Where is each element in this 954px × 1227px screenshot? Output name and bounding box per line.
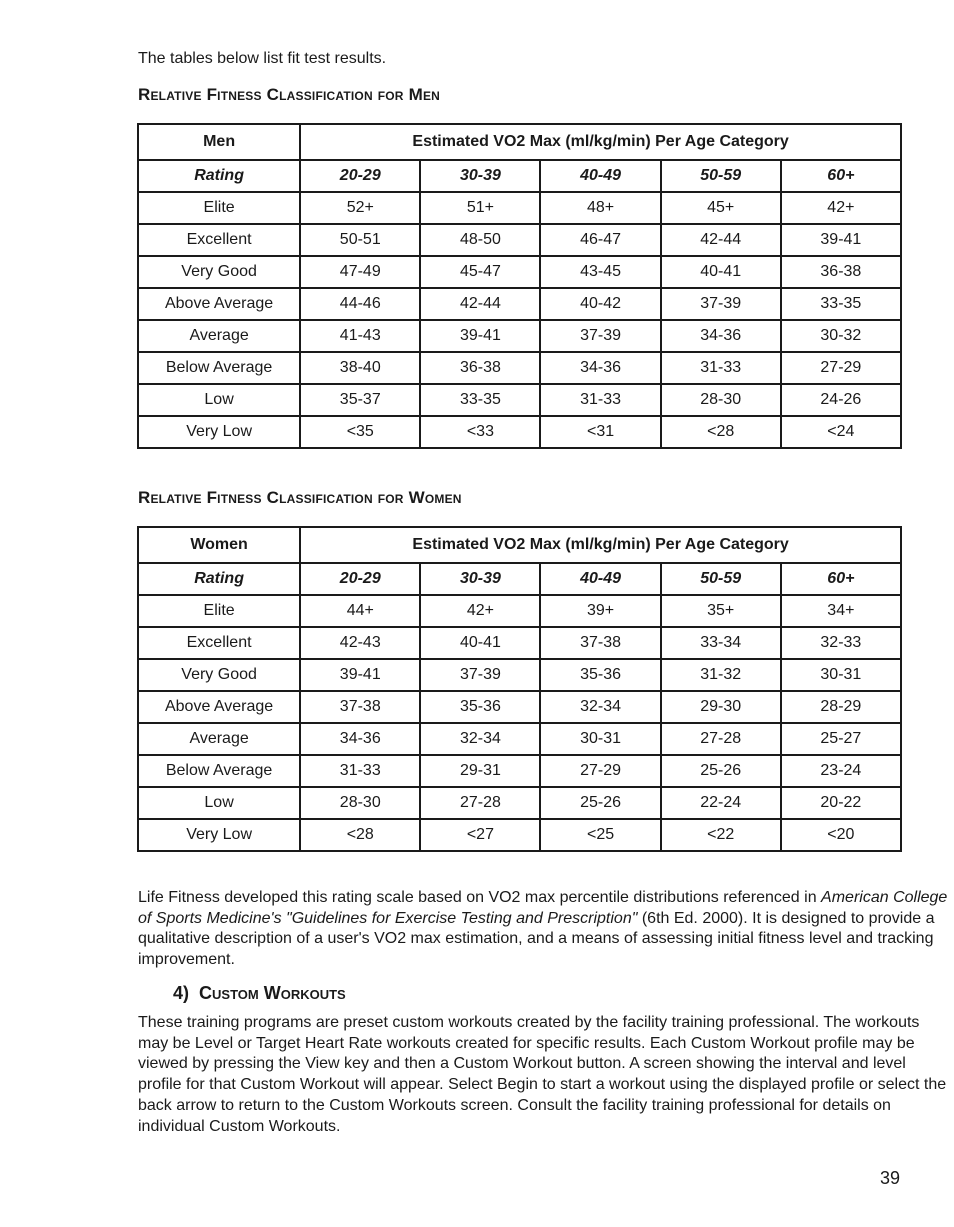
table-row <box>138 384 901 416</box>
value-cell: 30-31 <box>781 659 901 691</box>
women-table-heading: Relative Fitness Classification for Women <box>138 488 462 507</box>
value-cell: 32-34 <box>540 691 660 723</box>
age-header-cell: 50-59 <box>661 160 781 192</box>
section-heading <box>173 983 346 1004</box>
value-cell: 46-47 <box>540 224 660 256</box>
table-row <box>138 256 901 288</box>
value-cell: 22-24 <box>661 787 781 819</box>
value-cell: 34-36 <box>300 723 420 755</box>
value-cell: 25-27 <box>781 723 901 755</box>
group-label-cell: Men <box>138 124 300 160</box>
rating-cell: Low <box>138 787 300 819</box>
table-header-row <box>138 124 901 160</box>
value-cell: 33-35 <box>781 288 901 320</box>
value-cell: 30-32 <box>781 320 901 352</box>
rating-cell: Elite <box>138 192 300 224</box>
value-cell: 52+ <box>300 192 420 224</box>
value-cell: 37-39 <box>420 659 540 691</box>
value-cell: 28-29 <box>781 691 901 723</box>
value-cell: 44+ <box>300 595 420 627</box>
age-header-cell: 30-39 <box>420 563 540 595</box>
value-cell: <24 <box>781 416 901 448</box>
value-cell: 42-44 <box>661 224 781 256</box>
value-cell: 37-39 <box>540 320 660 352</box>
table-row <box>138 755 901 787</box>
value-cell: 30-31 <box>540 723 660 755</box>
table-row <box>138 595 901 627</box>
value-cell: 25-26 <box>540 787 660 819</box>
value-cell: 35+ <box>661 595 781 627</box>
table-row <box>138 320 901 352</box>
age-header-cell: 40-49 <box>540 563 660 595</box>
value-cell: 24-26 <box>781 384 901 416</box>
value-cell: 27-29 <box>540 755 660 787</box>
value-cell: 28-30 <box>661 384 781 416</box>
page-number: 39 <box>880 1168 901 1188</box>
note-after: (6th Ed. 2000). It is designed to provide a qualitative description of a user's VO2 max estimation, and a means of assessing initial fitness level and tracking improvement. <box>138 909 935 969</box>
value-cell: 34-36 <box>661 320 781 352</box>
rating-cell: Excellent <box>138 627 300 659</box>
value-cell: 31-33 <box>300 755 420 787</box>
value-cell: 50-51 <box>300 224 420 256</box>
rating-cell: Low <box>138 384 300 416</box>
rating-cell: Average <box>138 320 300 352</box>
span-header-cell: Estimated VO2 Max (ml/kg/min) Per Age Category <box>300 527 901 563</box>
value-cell: 45+ <box>661 192 781 224</box>
value-cell: 36-38 <box>420 352 540 384</box>
value-cell: 23-24 <box>781 755 901 787</box>
table-row <box>138 627 901 659</box>
age-header-cell: 20-29 <box>300 160 420 192</box>
value-cell: 34+ <box>781 595 901 627</box>
value-cell: 42-44 <box>420 288 540 320</box>
table-row <box>138 192 901 224</box>
table-header-row <box>138 527 901 563</box>
value-cell: 39-41 <box>300 659 420 691</box>
value-cell: 40-42 <box>540 288 660 320</box>
value-cell: 35-36 <box>540 659 660 691</box>
value-cell: 31-33 <box>540 384 660 416</box>
table-row <box>138 352 901 384</box>
table-row <box>138 659 901 691</box>
value-cell: <25 <box>540 819 660 851</box>
rating-cell: Very Good <box>138 659 300 691</box>
value-cell: 48+ <box>540 192 660 224</box>
value-cell: 40-41 <box>420 627 540 659</box>
value-cell: 35-36 <box>420 691 540 723</box>
intro-text: The tables below list fit test results. <box>138 50 387 67</box>
value-cell: 25-26 <box>661 755 781 787</box>
value-cell: 41-43 <box>300 320 420 352</box>
value-cell: 37-38 <box>300 691 420 723</box>
rating-cell: Very Good <box>138 256 300 288</box>
table-row <box>138 723 901 755</box>
note-citation: American College of Sports Medicine's "Guidelines for Exercise Testing and Prescription" <box>138 889 948 927</box>
rating-scale-note <box>138 888 950 971</box>
age-header-cell: 50-59 <box>661 563 781 595</box>
value-cell: 29-31 <box>420 755 540 787</box>
value-cell: 44-46 <box>300 288 420 320</box>
group-label-cell: Women <box>138 527 300 563</box>
women-vo2-table <box>137 526 902 852</box>
span-header-cell: Estimated VO2 Max (ml/kg/min) Per Age Category <box>300 124 901 160</box>
value-cell: <28 <box>661 416 781 448</box>
age-header-cell: 60+ <box>781 563 901 595</box>
rating-header-cell: Rating <box>138 563 300 595</box>
rating-cell: Very Low <box>138 416 300 448</box>
age-header-row <box>138 563 901 595</box>
value-cell: 28-30 <box>300 787 420 819</box>
men-table-heading: Relative Fitness Classification for Men <box>138 85 441 104</box>
value-cell: <20 <box>781 819 901 851</box>
value-cell: 27-28 <box>661 723 781 755</box>
value-cell: 42+ <box>781 192 901 224</box>
value-cell: <28 <box>300 819 420 851</box>
rating-cell: Excellent <box>138 224 300 256</box>
custom-workouts-body: These training programs are preset custom workouts created by the facility training professional. The workouts may be Level or Target Heart Rate workouts created for specific results. Each Custom Workout profile may be viewed by pressing the View key and then a Custom Workout button. A screen showing the interval and level profile for that Custom Workout will appear. Select Begin to start a workout using the displayed profile or select the back arrow to return to the Custom Workouts screen. Consult the facility training professional for details on individual Custom Workouts. <box>138 1014 947 1135</box>
value-cell: 38-40 <box>300 352 420 384</box>
value-cell: 31-33 <box>661 352 781 384</box>
age-header-row <box>138 160 901 192</box>
value-cell: <33 <box>420 416 540 448</box>
age-header-cell: 20-29 <box>300 563 420 595</box>
value-cell: 27-28 <box>420 787 540 819</box>
age-header-cell: 30-39 <box>420 160 540 192</box>
value-cell: <31 <box>540 416 660 448</box>
age-header-cell: 40-49 <box>540 160 660 192</box>
value-cell: 37-39 <box>661 288 781 320</box>
table-row <box>138 691 901 723</box>
value-cell: 39-41 <box>781 224 901 256</box>
value-cell: 20-22 <box>781 787 901 819</box>
rating-cell: Average <box>138 723 300 755</box>
rating-cell: Elite <box>138 595 300 627</box>
value-cell: <35 <box>300 416 420 448</box>
section-number: 4) <box>173 983 190 1003</box>
value-cell: <27 <box>420 819 540 851</box>
age-header-cell: 60+ <box>781 160 901 192</box>
value-cell: 27-29 <box>781 352 901 384</box>
value-cell: 42-43 <box>300 627 420 659</box>
men-vo2-table <box>137 123 902 449</box>
note-before: Life Fitness developed this rating scale based on VO2 max percentile distributions referenced in <box>138 889 822 906</box>
value-cell: 48-50 <box>420 224 540 256</box>
rating-cell: Below Average <box>138 755 300 787</box>
value-cell: 42+ <box>420 595 540 627</box>
value-cell: 29-30 <box>661 691 781 723</box>
table-row <box>138 224 901 256</box>
value-cell: 39-41 <box>420 320 540 352</box>
table-row <box>138 416 901 448</box>
table-row <box>138 819 901 851</box>
value-cell: 33-34 <box>661 627 781 659</box>
value-cell: 37-38 <box>540 627 660 659</box>
value-cell: 51+ <box>420 192 540 224</box>
value-cell: 33-35 <box>420 384 540 416</box>
rating-header-cell: Rating <box>138 160 300 192</box>
value-cell: 47-49 <box>300 256 420 288</box>
rating-cell: Above Average <box>138 288 300 320</box>
value-cell: 43-45 <box>540 256 660 288</box>
value-cell: 35-37 <box>300 384 420 416</box>
section-title: Custom Workouts <box>199 983 346 1003</box>
rating-cell: Below Average <box>138 352 300 384</box>
value-cell: 32-34 <box>420 723 540 755</box>
value-cell: 39+ <box>540 595 660 627</box>
value-cell: 36-38 <box>781 256 901 288</box>
table-row <box>138 787 901 819</box>
rating-cell: Above Average <box>138 691 300 723</box>
value-cell: 40-41 <box>661 256 781 288</box>
value-cell: 31-32 <box>661 659 781 691</box>
value-cell: <22 <box>661 819 781 851</box>
value-cell: 45-47 <box>420 256 540 288</box>
rating-cell: Very Low <box>138 819 300 851</box>
table-row <box>138 288 901 320</box>
value-cell: 34-36 <box>540 352 660 384</box>
value-cell: 32-33 <box>781 627 901 659</box>
